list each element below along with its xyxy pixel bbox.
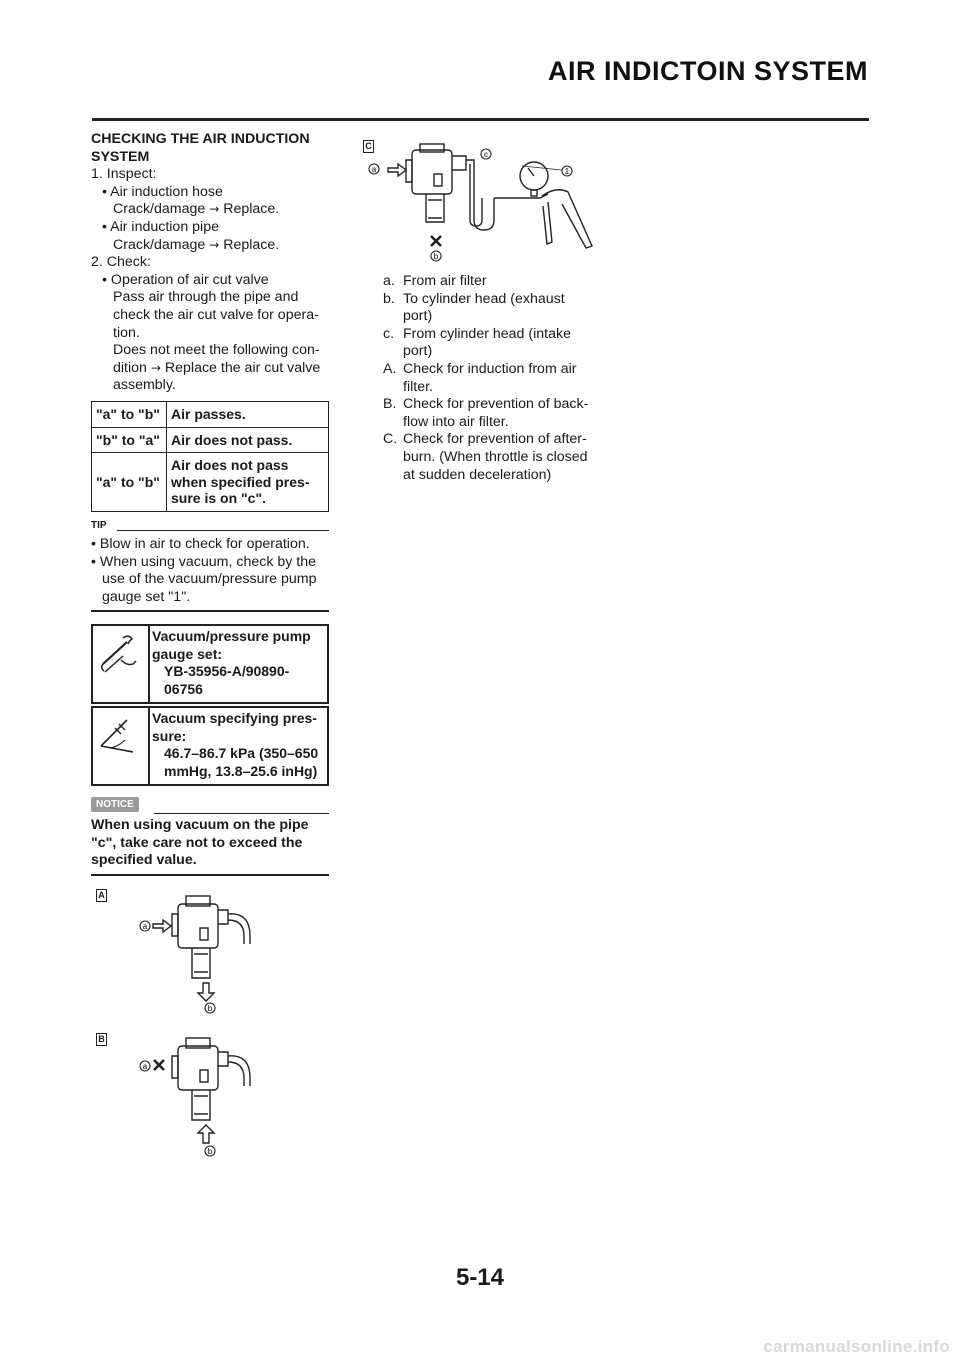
step-1-item-2: • Air induction pipe [91,219,331,237]
tip-item-cont: gauge set "1". [102,588,191,605]
legend-item: C. Check for prevention of after- burn. (When throttle is closed at sudden deceleration) [383,431,588,483]
table-row [92,402,329,428]
arrow-right-icon: → [209,202,220,217]
section-heading [91,131,331,166]
tool-name: gauge set: [152,645,223,662]
table-cell-key: "a" to "b" [92,453,167,512]
spec-name: sure: [152,727,187,744]
callout-1: 1 [564,167,570,176]
tip-item-cont: use of the vacuum/pressure pump [102,571,317,588]
notice-badge: NOTICE [91,797,139,812]
spec-name: Vacuum specifying pres- [152,710,317,726]
step-2: 2. Check: [91,254,151,271]
table-cell-value: Air passes. [167,402,329,428]
callout-b: b [207,1147,213,1156]
tool-part-number: 06756 [164,680,203,697]
tool-cell [93,626,150,702]
heading-line-2: SYSTEM [91,148,150,165]
step-1-item-1: • Air induction hose [91,184,331,202]
wrench-tool-icon [93,626,146,702]
heading-line-1: CHECKING THE AIR INDUCTION [91,131,310,147]
callout-a: a [371,165,377,174]
notice-rule [154,813,329,814]
step-2-text: tion. [113,324,140,341]
step-2-text: check the air cut valve for opera- [113,306,319,323]
tool-box [91,624,329,704]
legend-item: B. Check for prevention of back- flow into air filter. [383,396,589,430]
figure-label-b: B [96,1033,107,1046]
table-row [92,427,329,453]
tip-body [91,536,331,606]
callout-a: a [142,1062,148,1071]
table-cell-key: "b" to "a" [92,427,167,453]
caliper-spec-icon [93,708,146,784]
step-1-item-2-detail: Crack/damage → Replace. [113,236,280,253]
callout-c: c [484,150,488,159]
tool-description [152,628,325,698]
header-rule [92,118,869,121]
valve-diagram-b [120,1030,270,1160]
table-row [92,453,329,512]
step-1: 1. Inspect: [91,166,157,183]
tip-rule [117,530,329,531]
procedure-section [91,131,331,395]
airflow-spec-table [91,401,329,512]
figure-label-a: A [96,889,107,902]
spec-cell [93,708,150,784]
tip-label: TIP [91,520,107,531]
callout-b: b [433,252,439,261]
spec-box [91,706,329,786]
page-title: AIR INDICTOIN SYSTEM [547,56,868,86]
page-number: 5-14 [455,1264,505,1291]
notice-body: When using vacuum on the pipe "c", take care not to exceed the specified value. [91,817,309,869]
spec-value: 46.7–86.7 kPa (350–650 [164,745,319,761]
legend-item: A. Check for induction from air filter. [383,360,577,395]
tip-item: • Blow in air to check for operation. [91,536,331,554]
callout-b: b [207,1004,213,1013]
figure-legend [383,273,613,484]
step-2-text: Does not meet the following con- [113,342,320,359]
step-2-text: Pass air through the pipe and [113,289,299,306]
legend-item: c. From cylinder head (intake port) [383,325,571,360]
legend-item: b. To cylinder head (exhaust port) [383,290,565,325]
tool-name: Vacuum/pressure pump [152,628,311,644]
arrow-right-icon: → [209,237,220,252]
figure-label-c: C [363,140,374,153]
step-2-text: dition → Replace the air cut valve [113,359,321,376]
spec-description [152,710,325,780]
table-cell-key: "a" to "b" [92,402,167,428]
spec-value: mmHg, 13.8–25.6 inHg) [164,762,318,779]
arrow-right-icon: → [150,360,161,375]
step-2-item-1: • Operation of air cut valve [91,272,331,290]
table-cell-value: Air does not pass when specified pres- sure is on "c". [167,453,329,512]
tool-part-number: YB-35956-A/90890- [164,663,290,679]
tip-bottom-rule [91,610,329,612]
table-cell-value: Air does not pass. [167,427,329,453]
step-1-item-1-detail: Crack/damage → Replace. [113,201,280,218]
watermark: carmanualsonline.info [763,1337,950,1356]
legend-item: a. From air filter [383,273,487,289]
callout-a: a [142,922,148,931]
tip-item: • When using vacuum, check by the [91,554,331,572]
valve-vacuum-diagram-c [362,140,602,265]
notice-bottom-rule [91,874,329,876]
valve-diagram-a [120,888,270,1018]
step-2-text: assembly. [113,377,176,394]
